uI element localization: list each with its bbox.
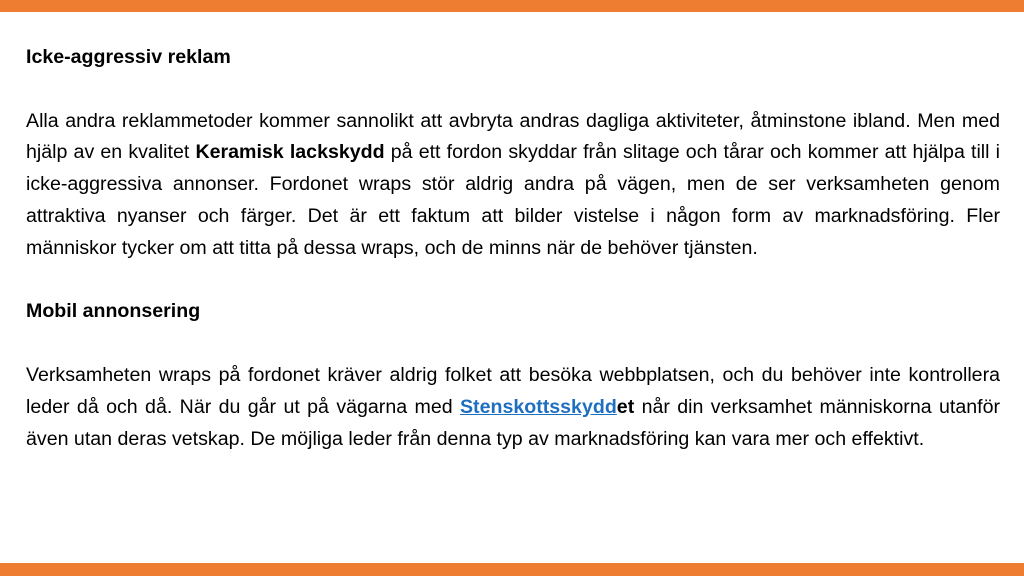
spacer [26, 265, 1000, 297]
section-heading-non-aggressive-ads: Icke-aggressiv reklam [26, 46, 231, 68]
paragraph-non-aggressive-ads [26, 106, 1000, 265]
bold-term-ceramic-coating: Keramisk lackskydd [195, 141, 385, 164]
paragraph-mobile-advertising [26, 360, 1000, 455]
top-accent-bar [0, 0, 1024, 12]
spacer [26, 74, 1000, 106]
bottom-accent-bar [0, 563, 1024, 576]
paragraph-text: Verksamheten wraps på fordonet kräver aldrig folket att besöka webbplatsen, och du behöver inte kontrollera leder då och då. När du går ut på vägarna med [26, 363, 1000, 418]
bold-suffix: et [616, 395, 635, 418]
slide-content [26, 42, 1000, 455]
section-heading-mobile-advertising: Mobil annonsering [26, 300, 201, 323]
paragraph-text: på ett fordon skyddar från slitage och tårar och kommer att hjälpa till i icke-aggressiva annonser. Fordonet wraps stör aldrig andra på vägen, men de ser verksamheten genom attraktiva nyanser och färger. Det är ett faktum att bilder vistelse i någon form av marknadsföring. Fler människor tycker om att titta på dessa wraps, och de minns när de behöver tjänsten. [26, 141, 1001, 259]
spacer [26, 328, 1000, 360]
paragraph-text: Alla andra reklammetoder kommer sannolikt att avbryta andras dagliga aktiviteter, åtminstone ibland. Men med hjälp av en kvalitet [26, 109, 1000, 164]
stone-chip-protection-link[interactable]: Stenskottsskydd [459, 395, 617, 418]
paragraph-text: når din verksamhet människorna utanför även utan deras vetskap. De möjliga leder från denna typ av marknadsföring kan vara mer och effektivt. [26, 395, 1000, 450]
